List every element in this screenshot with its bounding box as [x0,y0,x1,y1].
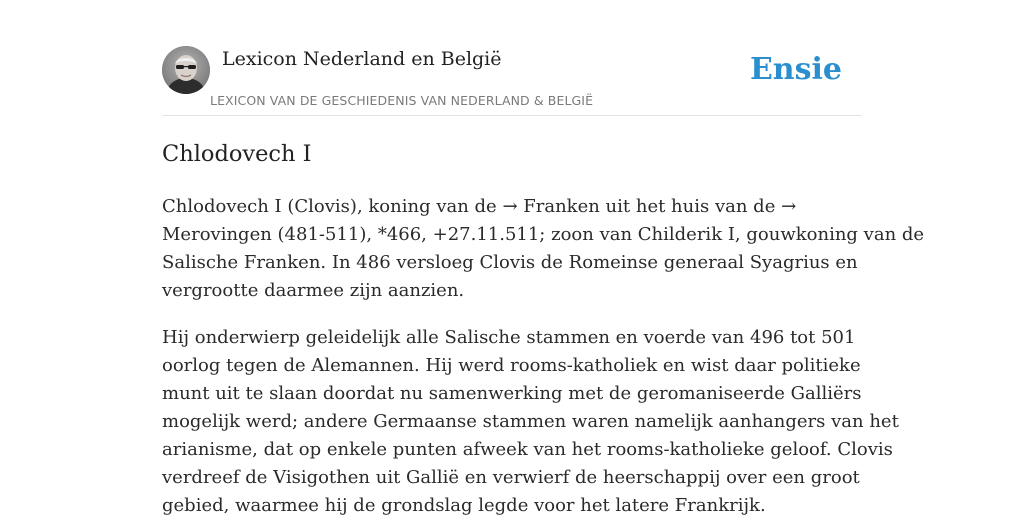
paragraph-line [162,464,864,492]
paragraph-line [162,277,864,305]
site-subtitle[interactable]: LEXICON VAN DE GESCHIEDENIS VAN NEDERLAND & BELGIË [210,93,594,108]
text-run: Hij onderwierp geleidelijk alle Salische stammen en voerde van 496 tot 501 [162,327,856,348]
text-run: vergrootte daarmee zijn aanzien. [162,280,465,301]
site-title[interactable]: Lexicon Nederland en België [222,48,502,70]
paragraph-line [162,324,864,352]
header-divider [162,115,862,116]
text-run: verdreef de Visigothen uit Gallië en verwierf de heerschappij over een groot [162,467,860,488]
paragraph-line [162,193,864,221]
text-run: Salische Franken. In 486 versloeg Clovis de Romeinse generaal Syagrius en [162,252,858,273]
text-run: arianisme, dat op enkele punten afweek van het rooms-katholieke geloof. Clovis [162,439,893,460]
text-run: gebied, waarmee hij de grondslag legde voor het latere Frankrijk. [162,495,766,516]
brand-logo[interactable]: Ensie [749,52,842,87]
arrow-link-icon[interactable]: → [781,196,797,217]
text-run: oorlog tegen de Alemannen. Hij werd rooms-katholiek en wist daar politieke [162,355,861,376]
text-run: munt uit te slaan doordat nu samenwerking met de geromaniseerde Galliërs [162,383,862,404]
person-photo-icon [162,46,210,94]
article-paragraph [162,193,925,305]
paragraph-line [162,436,893,464]
paragraph-line [162,408,899,436]
paragraph-line [162,380,864,408]
paragraph-line [162,249,864,277]
article-title: Chlodovech I [162,141,312,167]
text-run: Chlodovech I (Clovis), koning van de [162,196,503,217]
paragraph-line [162,221,925,249]
link-franken[interactable]: Franken uit het huis van de [517,196,782,217]
article-paragraph [162,324,899,520]
text-run: Merovingen (481-511), *466, +27.11.511; zoon van Childerik I, gouwkoning van de [162,224,925,245]
arrow-link-icon[interactable]: → [502,196,518,217]
site-header [162,44,862,116]
paragraph-line [162,492,864,520]
avatar[interactable] [162,46,210,94]
article [162,138,925,520]
paragraph-line [162,352,864,380]
text-run: mogelijk werd; andere Germaanse stammen waren namelijk aanhangers van het [162,411,899,432]
